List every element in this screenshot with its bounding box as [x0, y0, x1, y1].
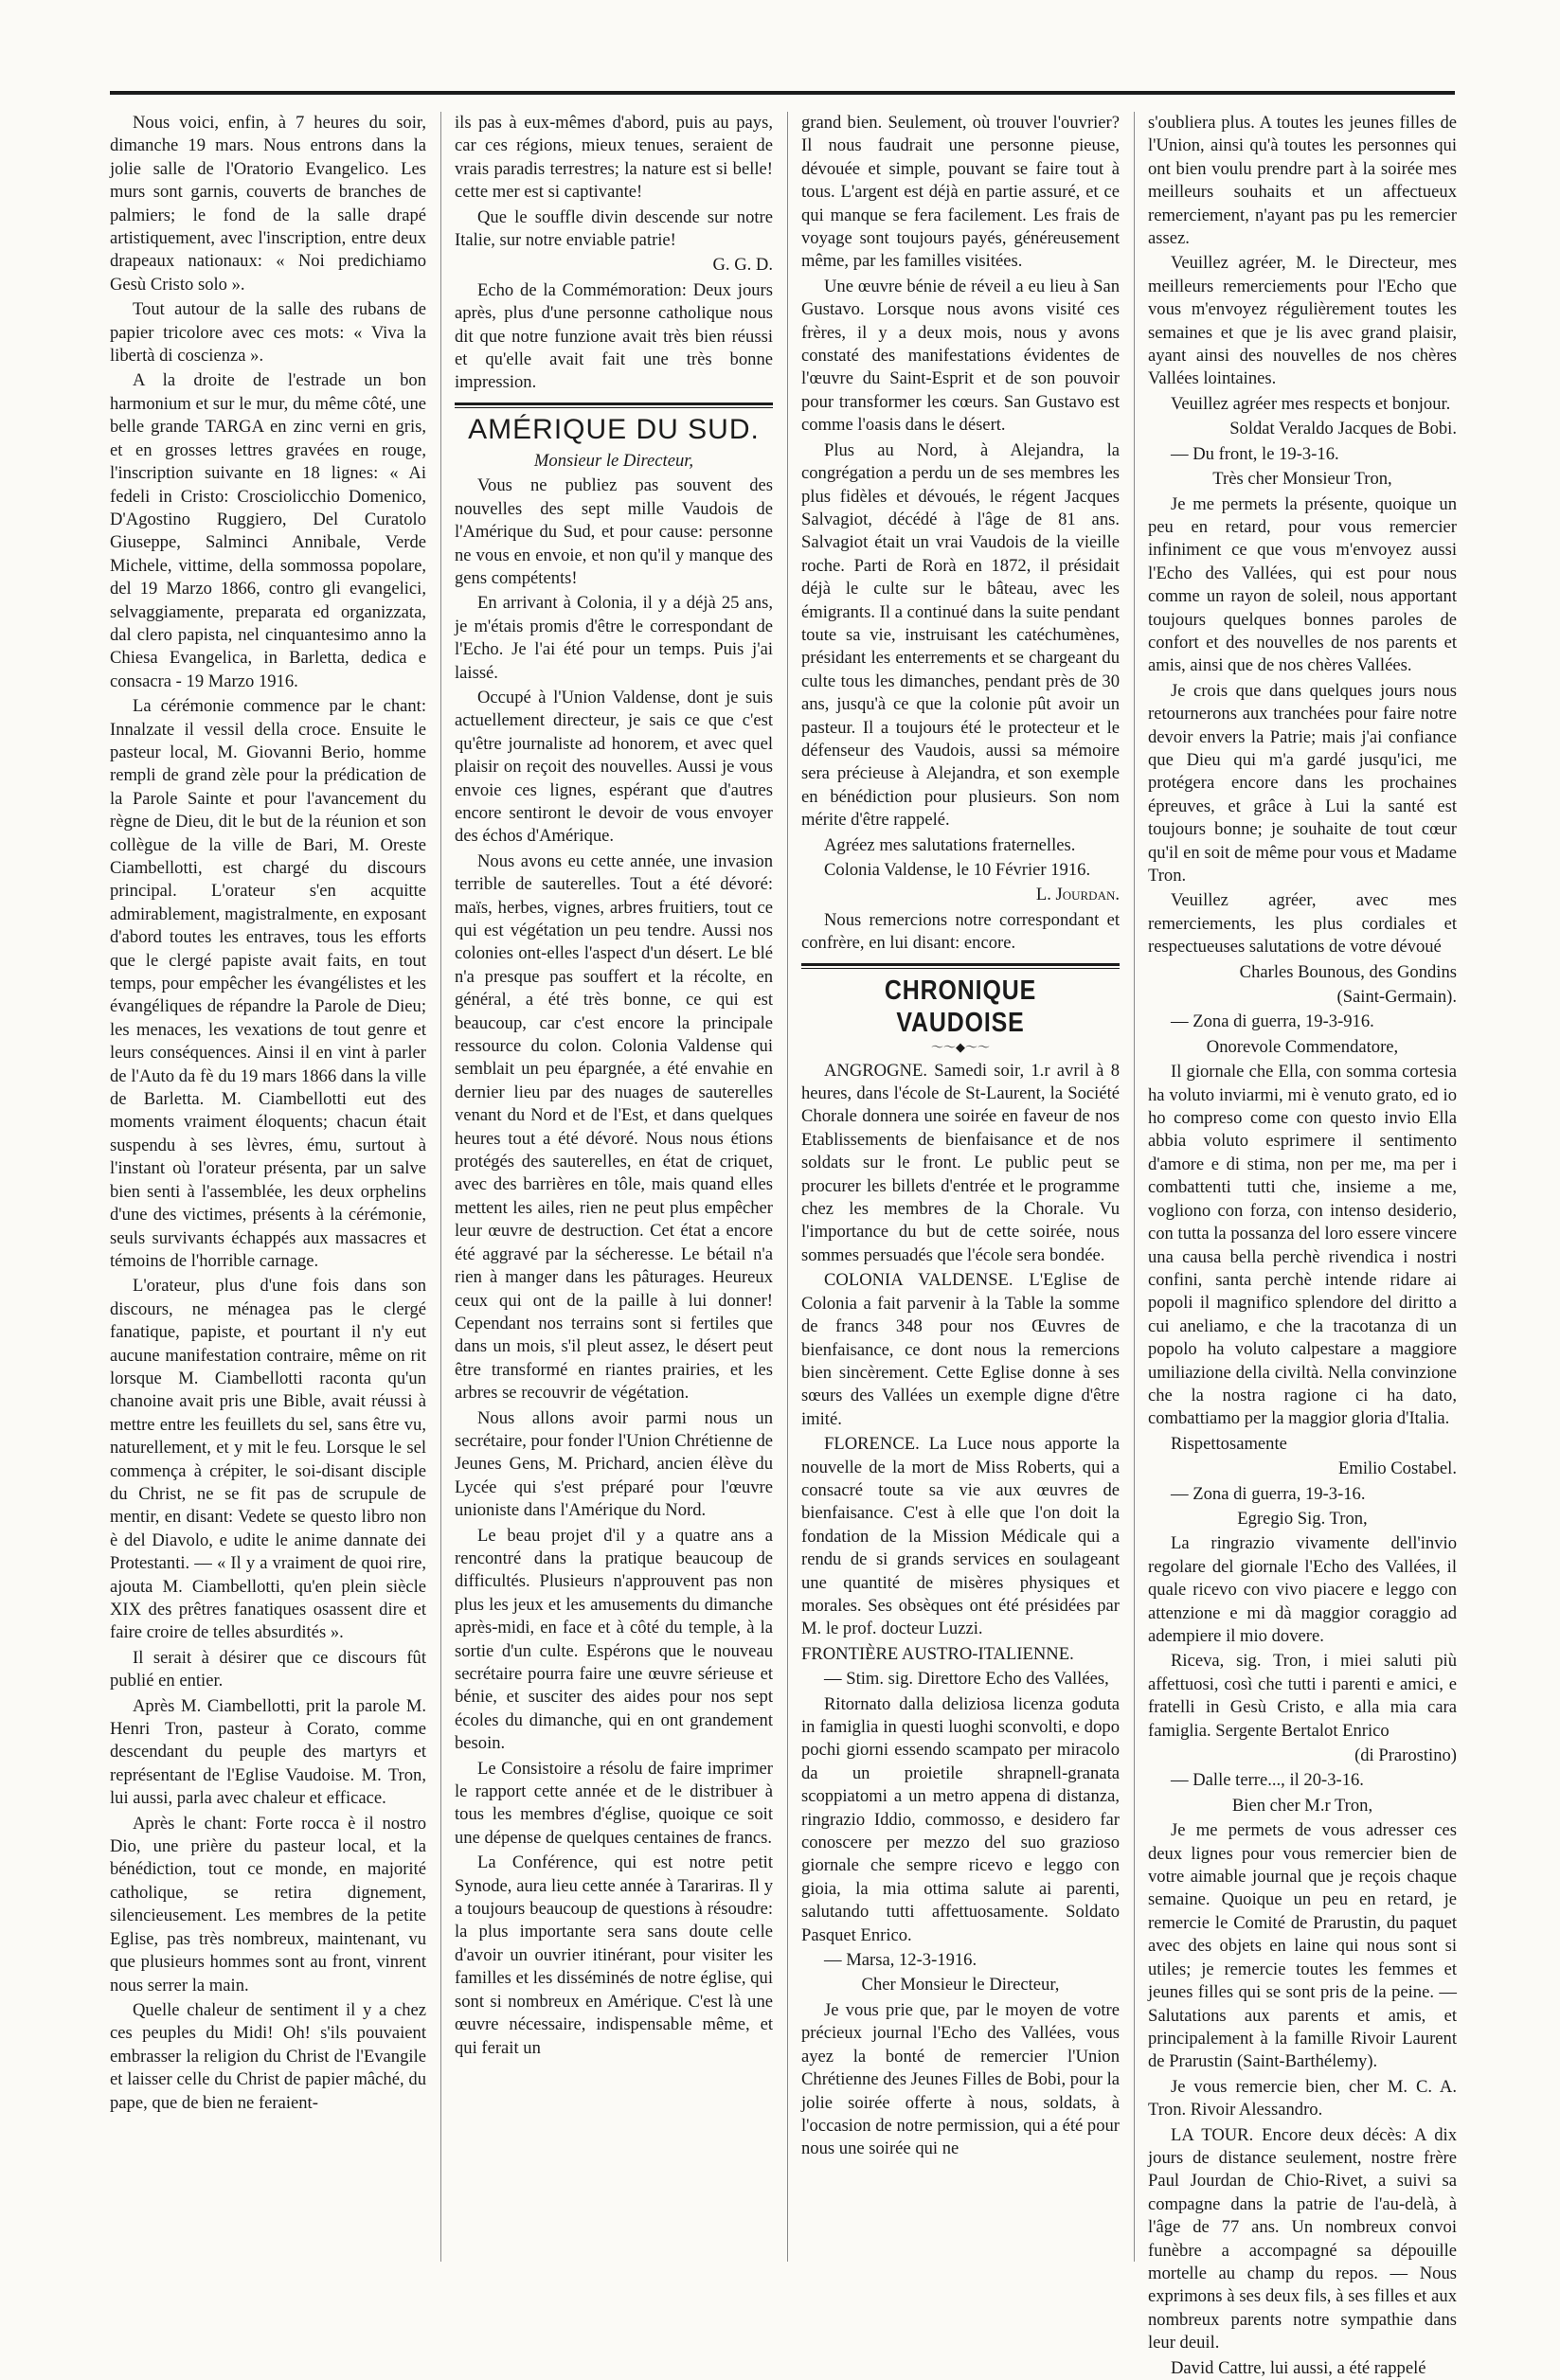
paragraph: Je vous prie que, par le moyen de votre précieux journal l'Echo des Vallées, vous ayez la bonté de remercier l'Union Chrétienne des Jeunes Filles de Bobi, pour la jolie soirée offerte à nous, soldats, à l'occasion de notre permission, qui a été pour nous une soirée qui ne [801, 1999, 1120, 2159]
column-1 [110, 112, 426, 2262]
dateline: — Du front, le 19-3-16. [1171, 443, 1339, 464]
salutation: Bien cher M.r Tron, [1231, 1795, 1373, 1816]
signature: Emilio Costabel. [1338, 1458, 1457, 1479]
paragraph: Il serait à désirer que ce discours fût publié en entier. [110, 1647, 426, 1691]
paragraph: Nous voici, enfin, à 7 heures du soir, dimanche 19 mars. Nous entrons dans la jolie salle de l'Oratorio Evangelico. Les murs sont garnis, couverts de branches de palmiers; le fond de la salle drapé artistiquement, avec l'inscription, entre deux drapeaux nationaux: « Noi predichiamo Gesù Cristo solo ». [110, 113, 426, 295]
paragraph: ils pas à eux-mêmes d'abord, puis au pays, car ces régions, mieux tenues, seraient de vrais paradis terrestres; la nature est si belle! cette mer est si captivante! [455, 113, 773, 203]
paragraph: Riceva, sig. Tron, i miei saluti più affettuosi, così che tutti i parenti e amici, e fratelli in Gesù Cristo, e alla mia cara famiglia. Sergente Bertalot Enrico [1148, 1651, 1457, 1741]
paragraph: Que le souffle divin descende sur notre Italie, sur notre enviable patrie! [455, 206, 773, 251]
paragraph: LA TOUR. Encore deux décès: A dix jours de distance seulement, nostre frère Paul Jourdan de Chio-Rivet, a suivi sa compagne dans la patrie de l'au-delà, à l'âge de 77 ans. Un nombreux convoi funèbre a accompagné sa dépouille mortelle au champ du repos. — Nous exprimons à ses deux fils, à ses filles et aux nombreux parents notre sympathie dans leur deuil. [1148, 2124, 1457, 2353]
paragraph: Le Consistoire a résolu de faire imprimer le rapport cette année et de le distribuer à tous les membres d'église, quoique ce soit une dépense de quelques centaines de francs. [455, 1758, 773, 1848]
paragraph: FLORENCE. La Luce nous apporte la nouvelle de la mort de Miss Roberts, qui a consacré toute sa vie aux œuvres de bienfaisance. C'est à elle que l'on doit la fondation de la Mission Médicale qui a rendu de si grands services en soulageant une quantité de misères physiques et morales. Ses obsèques ont été présidées par M. le prof. docteur Luzzi. [801, 1434, 1120, 1639]
signature: (di Prarostino) [1354, 1745, 1457, 1766]
paragraph: s'oubliera plus. A toutes les jeunes filles de l'Union, ainsi qu'à toutes les personnes qui ont bien voulu prendre part à la soirée mes meilleurs souhaits et un affectueux remerciement, n'ayant pas pu les remercier assez. [1148, 113, 1457, 249]
dateline: — Dalle terre..., il 20-3-16. [1171, 1770, 1364, 1791]
paragraph: Nous avons eu cette année, une invasion terrible de sauterelles. Tout a été dévoré: maïs, herbes, vignes, arbres fruitiers, tout ce qui est végétation un peu tendre. Aussi nos colonies ont-elles l'aspect d'un désert. Le blé n'a presque pas souffert et la récolte, en général, a été très bonne, ce qui est beaucoup, car c'est encore la principale ressource du colon. Colonia Valdense qui semblait un peu épargnée, a été envahie en dernier lieu par des nuages de sauterelles venant du Nord et de l'Est, et dans quelques heures tout a été dévoré. Nous nous étions protégés des sauterelles, en état de criquet, avec des barrières en tôle, mais quand elles mettent les ailes, rien ne peut plus empêcher leur œuvre de destruction. Cet état a encore été aggravé par la sécheresse. Le bétail n'a rien à manger dans les pâturages. Heureux ceux qui ont de la paille à lui donner! Cependant nos terrains sont si fertiles que dans un mois, s'il pleut assez, le désert peut être transformé en riantes prairies, et les arbres se recouvrir de végétation. [455, 850, 773, 1404]
signature: G. G. D. [712, 255, 773, 276]
paragraph: Nous remercions notre correspondant et confrère, en lui disant: encore. [801, 909, 1120, 954]
salutation: Cher Monsieur le Directeur, [861, 1975, 1060, 1995]
signature: L. Jourdan. [1035, 885, 1120, 905]
paragraph: COLONIA VALDENSE. L'Eglise de Colonia a fait parvenir à la Table la somme de francs 348 pour nos Œuvres de bienfaisance, ce dont nous la remercions bien sincèrement. Cette Eglise donne à ses sœurs des Vallées un exemple digne d'être imité. [801, 1270, 1120, 1429]
signature: Charles Bounous, des Gondins [1239, 961, 1457, 982]
paragraph: Occupé à l'Union Valdense, dont je suis actuellement directeur, je sais ce que c'est qu'être journaliste ad honorem, et avec quel plaisir on reçoit des nouvelles. Aussi je vous envoie ces lignes, espérant que d'autres encore sentiront le devoir de vous envoyer des échos d'Amérique. [455, 687, 773, 847]
paragraph: Il giornale che Ella, con somma cortesia ha voluto inviarmi, mi è venuto grato, ed io ho compreso come con questo invio Ella abbia voluto esprimere il sentimento d'amore e di stima, non per me, ma per i combattenti tutti che, insieme a me, vogliono con forza, con intenso desiderio, con tutta la possanza del loro essere vincere una causa bella perchè rivendica i nostri confini, santa perchè intende ridare ai popoli il magnifico splendore del diritto a cui aneliamo, e che la tracotanza di un popolo ha voluto calpestare a maggiore umiliazione della civiltà. Nella convinzione che la nostra ragione ci ha dato, combattiamo per la maggior gloria d'Italia. [1148, 1062, 1457, 1429]
paragraph: Je vous remercie bien, cher M. C. A. Tron. Rivoir Alessandro. [1148, 2076, 1457, 2121]
paragraph: La cérémonie commence par le chant: Innalzate il vessil della croce. Ensuite le pasteur local, M. Giovanni Berio, homme rempli de grand zèle pour la prédication de la Parole Sainte et pour l'avancement du règne de Dieu, dit le but de la réunion et son collègue de la ville de Bari, M. Oreste Ciambellotti, est chargé du discours principal. L'orateur s'en acquitte admirablement, magistralmente, en exposant d'abord toutes les entraves, tous les efforts que le clergé papiste avait faits, en tout temps, pour empêcher les évangélistes et les évangéliques de répandre la Parole de Dieu; les menaces, les vexations de tout genre et leurs conséquences. Ainsi il en vint à parler de l'Auto da fè du 19 mars 1866 dans la ville de Barletta. M. Ciambellotti eut des moments vraiment éloquents; chacun était suspendu à ses lèvres, ému, surtout à l'instant où l'orateur présenta, par un salve bien senti à l'assemblée, les deux orphelins d'une des victimes, présents à la cérémonie, seuls survivants échappés aux massacres et témoins de l'horrible carnage. [110, 696, 426, 1271]
paragraph: — Marsa, 12-3-1916. [824, 1950, 977, 1971]
paragraph: Je me permets de vous adresser ces deux lignes pour vous remercier bien de votre aimable journal que je reçois chaque semaine. Quoique un peu en retard, je remercie le Comité de Prarustin, du paquet avec des objets en laine qui nous sont si utiles; je remercie toutes les femmes et jeunes filles qui se sont pris de la peine. — Salutations aux parents et amis, et principalement à la famille Rivoir Laurent de Prarustin (Saint-Barthélemy). [1148, 1820, 1457, 2072]
paragraph: — Stim. sig. Direttore Echo des Vallées, [824, 1669, 1109, 1690]
paragraph: Agréez mes salutations fraternelles. [824, 834, 1076, 855]
dateline: Colonia Valdense, le 10 Février 1916. [824, 860, 1091, 880]
ornament: 〜〜◆〜〜 [931, 1039, 990, 1054]
paragraph: Veuillez agréer, M. le Directeur, mes meilleurs remerciements pour l'Echo que vous m'envoyez régulièrement toutes les semaines et que je lis avec grand plaisir, ayant ainsi des nouvelles de nos chères Vallées lointaines. [1148, 253, 1457, 389]
column-3 [801, 112, 1120, 2262]
paragraph: Je crois que dans quelques jours nous retournerons aux tranchées pour faire notre devoir envers la Patrie; mais j'ai confiance que Dieu qui m'a gardé jusqu'ici, me protégera encore dans les prochaines épreuves, et grâce à Lui la santé est toujours bonne; je souhaite de tout cœur qu'il en soit de même pour vous et Madame Tron. [1148, 680, 1457, 886]
signature: Soldat Veraldo Jacques de Bobi. [1229, 419, 1457, 439]
section-rule [801, 963, 1120, 966]
paragraph: Après M. Ciambellotti, prit la parole M. Henri Tron, pasteur à Corato, comme descendant du peuple des martyrs et représentant de l'Eglise Vaudoise. M. Tron, lui aussi, parla avec chaleur et efficace. [110, 1695, 426, 1809]
subheading: FRONTIÈRE AUSTRO-ITALIENNE. [801, 1643, 1074, 1664]
section-rule [801, 968, 1120, 969]
paragraph: Je me permets la présente, quoique un peu en retard, pour vous remercier infiniment ce que vous m'envoyez aussi l'Echo des Vallées, qui est pour nous comme un rayon de soleil, nous apportant toujours quelques bonnes paroles de confort et des nouvelles de nos parents et amis, ainsi que de nos chères Vallées. [1148, 493, 1457, 676]
paragraph: En arrivant à Colonia, il y a déjà 25 ans, je m'étais promis d'être le correspondant de l'Echo. Je l'ai été pour un temps. Puis j'ai laissé. [455, 593, 773, 683]
salutation: Egregio Sig. Tron, [1237, 1508, 1368, 1529]
paragraph: Plus au Nord, à Alejandra, la congrégation a perdu un de ses membres les plus fidèles et dévoués, le régent Jacques Salvagiot, décédé à l'âge de 81 ans. Salvagiot était un vrai Vaudois de la vieille roche. Parti de Rorà en 1872, il présidait déjà le culte sur le bâteau, avec les émigrants. Il a continué dans la suite pendant toute sa vie, instruisant les catéchumènes, présidant les enterrements et se chargeant du culte tous les dimanches, pendant près de 30 ans, jusqu'à ce que la colonie pût avoir un pasteur. Il a toujours été le protecteur et le défenseur des Vaudois, aussi sa mémoire sera précieuse à Alejandra, et son exemple en bénédiction pour plusieurs. Son nom mérite d'être rappelé. [801, 439, 1120, 831]
column-divider [787, 112, 788, 2262]
closing: Rispettosamente [1171, 1433, 1287, 1454]
paragraph: Le beau projet d'il y a quatre ans a rencontré dans la pratique beaucoup de difficultés. Plusieurs n'approuvent pas non plus les jeux et les amusements du dimanche après-midi, en face et à côté du temple, à la sortie d'un culte. Espérons que le nouveau secrétaire pourra faire une œuvre sérieuse et bénie, et susciter des aides pour nos sept écoles du dimanche, qui en ont grandement besoin. [455, 1525, 773, 1754]
paragraph: La ringrazio vivamente dell'invio regolare del giornale l'Echo des Vallées, il quale ricevo con vivo piacere e leggo con attenzione e mi dà maggior coraggio ad adempiere il mio dovere. [1148, 1533, 1457, 1646]
paragraph: Après le chant: Forte rocca è il nostro Dio, une prière du pasteur local, et la bénédiction, tout ce monde, en majorité catholique, se retira dignement, silencieusement. Les membres de la petite Eglise, pas très nombreux, maintenant, vu que plusieurs hommes sont au front, vinrent nous serrer la main. [110, 1813, 426, 1995]
top-rule [110, 91, 1455, 95]
section-heading: CHRONIQUE VAUDOISE [884, 975, 1037, 1038]
section-rule [455, 403, 773, 405]
paragraph: grand bien. Seulement, où trouver l'ouvrier? Il nous faudrait une personne pieuse, dévouée et simple, pouvant se faire tout à tous. L'argent est déjà en partie assuré, et ce qui manque se fera facilement. Les frais de voyage sont toujours payés, généreusement même, par les familles visitées. [801, 113, 1120, 272]
paragraph: Une œuvre bénie de réveil a eu lieu à San Gustavo. Lorsque nous avons visité ces frères, il y a deux mois, nous y avons constaté des manifestations évidentes de l'œuvre du Saint-Esprit et de son pouvoir pour transformer les cœurs. San Gustavo est comme l'oasis dans le désert. [801, 276, 1120, 436]
paragraph: Veuillez agréer mes respects et bonjour. [1171, 393, 1451, 414]
paragraph: Vous ne publiez pas souvent des nouvelles des sept mille Vaudois de l'Amérique du Sud, et pour cause: personne ne vous en envoie, et non qu'il y manque des gens compétents! [455, 475, 773, 588]
salutation: Onorevole Commendatore, [1206, 1036, 1399, 1057]
paragraph: Tout autour de la salle des rubans de papier tricolore avec ces mots: « Viva la libertà di coscienza ». [110, 299, 426, 367]
paragraph: L'orateur, plus d'une fois dans son discours, ne ménagea pas le clergé fanatique, papiste, et pourtant il n'y eut aucune manifestation contraire, même on rit lorsque M. Ciambellotti raconta qu'un chanoine avait pris une Bible, avait réussi à mettre entre les feuillets du sel, sans être vu, naturellement, et y mit le feu. Lorsque le sel commença à crépiter, le soi-disant disciple du Christ, ne se fit pas de scrupule de mentir, en disant: Vedete se questo libro non è del Diavolo, e udite le anime dannate dei Protestanti. — « Il y a vraiment de quoi rire, ajouta M. Ciambellotti, qu'en plein siècle XIX des prêtres fanatiques osassent dire et faire croire de telles absurdités ». [110, 1276, 426, 1643]
paragraph: Ritornato dalla deliziosa licenza goduta in famiglia in questi luoghi sconvolti, e dopo pochi giorni essendo scampato per miracolo da un proietile shrapnell-granata scoppiatomi a un metro appena di distanza, ringrazio Iddio, commosso, e desidero far conoscere per mezzo del suo grazioso giornale che sempre ricevo e leggo con gioia, la mia ottima salute ai parenti, salutando tutti affettuosamente. Soldato Pasquet Enrico. [801, 1693, 1120, 1945]
paragraph: Echo de la Commémoration: Deux jours après, plus d'une personne catholique nous dit que notre funzione avait très bien réussi et qu'elle avait fait une très bonne impression. [455, 279, 773, 393]
dateline: — Zona di guerra, 19-3-916. [1171, 1011, 1374, 1032]
section-rule [455, 407, 773, 408]
paragraph: A la droite de l'estrade un bon harmonium et sur le mur, du même côté, une belle grande TARGA en zinc verni en gris, et en grosses lettres gravées en rouge, l'inscription suivante en 18 lignes: « Ai fedeli in Cristo: Crosciolicchio Domenico, D'Agostino Ruggiero, Del Curatolo Giuseppe, Salminci Annibale, Verde Michele, vittime, della sommossa popolare, del 19 Marzo 1866, contro gli evangelici, selvaggiamente, preparata ed organizzata, dal clero papista, nel cinquantesimo anno la Chiesa Evangelica, in Barletta, dedica e consacra - 19 Marzo 1916. [110, 370, 426, 691]
paragraph: La Conférence, qui est notre petit Synode, aura lieu cette année à Tarariras. Il y a toujours beaucoup de questions à résoudre: la plus importante sera sans doute celle d'avoir un ouvrier itinérant, pour visiter les familles et les disséminés de notre église, qui sont si nombreux en Amérique. C'est là une œuvre nécessaire, indispensable même, et qui ferait un [455, 1852, 773, 2058]
paragraph: Veuillez agréer, avec mes remerciements, les plus cordiales et respectueuses salutations de votre dévoué [1148, 890, 1457, 957]
salutation: Très cher Monsieur Tron, [1212, 469, 1392, 490]
salutation: Monsieur le Directeur, [533, 450, 694, 471]
paragraph: Quelle chaleur de sentiment il y a chez ces peuples du Midi! Oh! s'ils pouvaient embrasser la religion du Christ de l'Evangile et laisser celle du Christ de papier mâché, du pape, que de bien ne feraient- [110, 1999, 426, 2113]
column-4 [1148, 112, 1457, 2378]
paragraph: David Cattre, lui aussi, a été rappelé [1171, 2357, 1426, 2378]
section-heading: AMÉRIQUE DU SUD. [468, 413, 760, 445]
signature: (Saint-Germain). [1336, 987, 1457, 1008]
paragraph: Nous allons avoir parmi nous un secrétaire, pour fonder l'Union Chrétienne de Jeunes Gens, M. Prichard, ancien élève du Lycée qui s'est préparé pour l'œuvre unioniste dans l'Amérique du Nord. [455, 1407, 773, 1521]
paragraph: ANGROGNE. Samedi soir, 1.r avril à 8 heures, dans l'école de St-Laurent, la Société Chorale donnera une soirée en faveur de nos Etablissements de bienfaisance et de nos soldats sur le front. Le public peut se procurer les billets d'entrée et le programme chez les membres de la Chorale. Vu l'importance du but de cette soirée, nous sommes persuadés que l'école sera bondée. [801, 1060, 1120, 1265]
column-2 [455, 112, 773, 2262]
dateline: — Zona di guerra, 19-3-16. [1171, 1483, 1366, 1504]
column-divider [440, 112, 441, 2262]
column-divider [1134, 112, 1135, 2262]
